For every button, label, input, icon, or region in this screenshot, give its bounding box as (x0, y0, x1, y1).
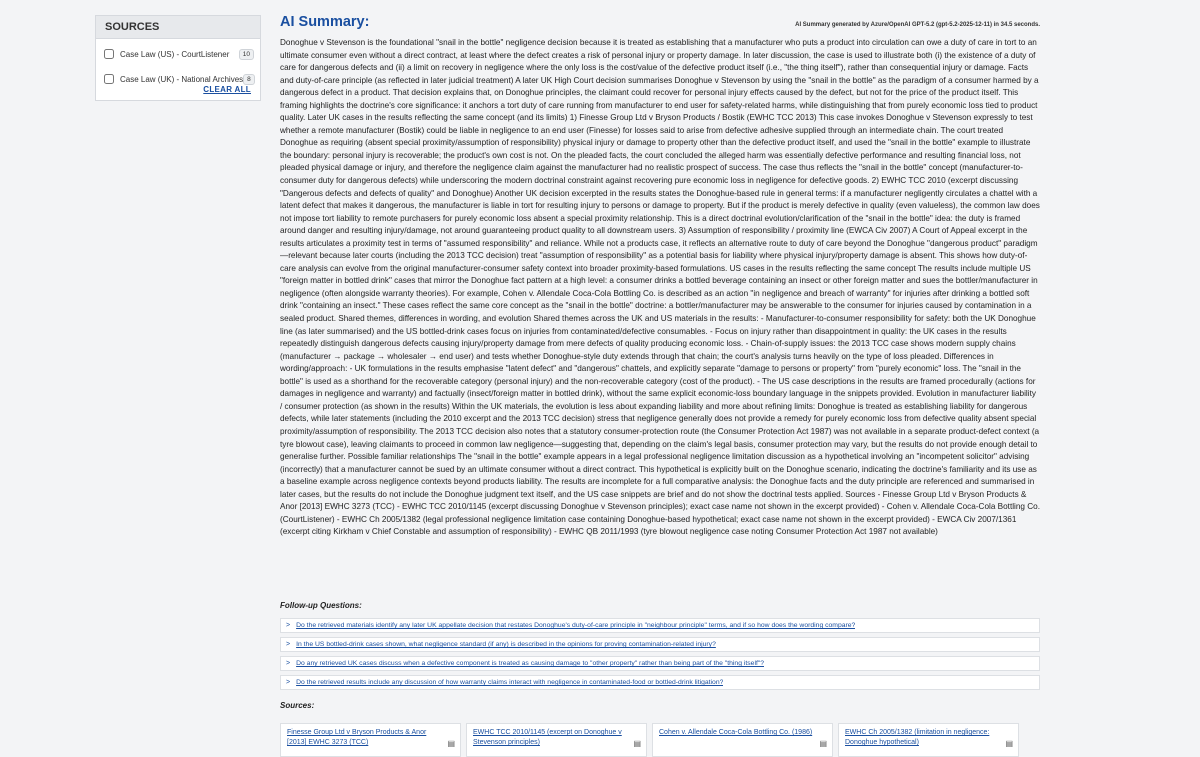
sources-panel-header: SOURCES (96, 16, 260, 39)
source-label-us: Case Law (US) - CourtListener (120, 49, 230, 59)
open-document-icon[interactable]: ▤ (633, 739, 641, 748)
followup-question[interactable] (280, 656, 1040, 671)
source-card-title[interactable]: EWHC Ch 2005/1382 (limitation in negligence: Donoghue hypothetical) (845, 729, 990, 746)
open-document-icon[interactable]: ▤ (819, 739, 827, 748)
followups-title: Follow-up Questions: (280, 601, 362, 610)
sources-panel (95, 15, 261, 101)
source-count-us: 10 (239, 49, 254, 60)
source-card-title[interactable]: EWHC TCC 2010/1145 (excerpt on Donoghue v Stevenson principles) (473, 729, 622, 746)
followup-question-text[interactable]: Do any retrieved UK cases discuss when a defective component is treated as causing damage to "other property" rather than being part of the "thing itself"? (296, 660, 765, 667)
chevron-right-icon: > (286, 660, 291, 667)
source-cards (280, 723, 1040, 757)
source-filter-us[interactable] (96, 44, 260, 64)
open-document-icon[interactable]: ▤ (1005, 739, 1013, 748)
chevron-right-icon: > (286, 641, 291, 648)
followup-question-text[interactable]: In the US bottled-drink cases shown, what negligence standard (if any) is described in the opinions for proving contamination-related injury? (296, 641, 716, 648)
model-note: AI Summary generated by Azure/OpenAI GPT-5.2 (gpt-5.2-2025-12-11) in 34.5 seconds. (795, 22, 1040, 28)
summary-body: Donoghue v Stevenson is the foundational "snail in the bottle" negligence decision because it is treated as establishing that a manufacturer who puts a product into circulation can owe a duty of care in tort to an ultimate consumer even without a direct contract, at least where the defect creates a risk of personal injury or property damage. In later discussion, the case is used to illustrate both (i) the existence of a duty of care for dangerous defects and (ii) a limit on recovery in negligence where the only loss is the cost/value of the defective product itself (i.e., "the thing itself"), rather than consequential injury or damage. Facts and duty-of-care principle (as reflected in later judicial treatment) A later UK High Court decision summarises Donoghue v Stevenson by using the "snail in the bottle" as the paradigm of a consumer harmed by a dangerous defect in a product. That decision explains that, on Donoghue principles, the claimant could recover for personal injury effects caused by the defect, but not for the price of the product itself. This framing highlights the doctrine's core significance: it anchors a tort duty of care running from manufacturer to end user for safety-related harms, while distinguishing that from purely economic loss tied to product quality. Later UK cases in the results reflecting the same concept (and its limits) 1) Finesse Group Ltd v Bryson Products / Bostik (EWHC TCC 2013) This case invokes Donoghue v Stevenson expressly to test whether a remote manufacturer (Bostik) could be liable in negligence to an end user (Finesse) for losses said to arise from defective adhesive supplied through an intermediate chain. The court treated Donoghue as requiring (absent special proximity/assumption of responsibility) physical injury or damage to property other than the defective product itself, and used the "snail in the bottle" example to illustrate the boundary: personal injury is recoverable; the product's own cost is not. On the pleaded facts, the court concluded the alleged harm was essentially defective performance and resulting financial loss, not pleaded physical damage or injury, and therefore the negligence claim against the manufacturer had no realistic prospect of success. The case thus reflects the "snail in the bottle" concept (manufacturer-to-consumer duty for dangerous defects) while underscoring the modern doctrinal constraint against recovering pure economic loss in negligence for defective goods. 2) EWHC TCC 2010 (excerpt discussing "Dangerous defects and defects of quality" and Donoghue) Another UK decision excerpted in the results states the Donoghue-based rule in general terms: if a manufacturer negligently circulates a chattel with a latent defect that makes it dangerous, the manufacturer is liable in tort for resulting injury to persons or damage to property. But if the product is merely defective in quality (even valueless), the common law does not impose tort liability to remote purchasers for purely economic loss absent a special proximity relationship. This is a direct doctrinal evolution/clarification of the "snail in the bottle" idea: the duty is framed around danger and resulting injury/damage, not around guaranteeing product quality to all downstream users. 3) Assumption of responsibility / proximity line (EWCA Civ 2007) A Court of Appeal excerpt in the results articulates a proximity test in terms of "assumed responsibility" and reliance. While not a products case, it reflects an alternative route to duty of care beyond the Donoghue "dangerous product" paradigm—relevant because later courts (including the 2013 TCC decision) treat "assumption of responsibility" as a potential basis for liability where physical injury/property damage is absent. This shows how duty-of-care analysis can evolve from the original manufacturer-consumer safety context into broader proximity-based formulations. US cases in the results reflecting the same concept The results include multiple US "foreign matter in bottled drink" cases that mirror the Donoghue fact pattern at a high level: a consumer drinks a bottled beverage containing an insect or other foreign matter and sues the bottler/manufacturer in negligence (often alongside warranty theories). For example, Cohen v. Allendale Coca-Cola Bottling Co. is described as an action "in negligence and breach of warranty" for injuries after drinking a bottled soft drink "containing an insect." These cases reflect the same core concept as the "snail in the bottle" doctrine: a bottler/manufacturer may be answerable to the consumer for injuries caused by contamination in a sealed product. Shared themes, differences in wording, and evolution Shared themes across the UK and US materials in the results: - Manufacturer-to-consumer responsibility for safety: both the UK Donoghue line (as later summarised) and the US bottled-drink cases focus on injuries from contaminated/defective consumables. - Focus on injury rather than disappointment in quality: the UK cases in the results repeatedly distinguish dangerous defects causing injury/property damage from mere defects of quality producing economic loss. - Chain-of-supply issues: the 2013 TCC case shows modern supply chains (manufacturer → package → wholesaler → end user) and tests whether Donoghue-style duty extends through that chain; the court's analysis turns heavily on the type of loss pleaded. Differences in wording/approach: - UK formulations in the results emphasise "latent defect" and "dangerous" chattels, and explicitly separate "damage to persons or property" from "purely economic" loss. The "snail in the bottle" is used as a shorthand for the recoverable category (personal injury) and the non-recoverable category (cost of the product). - The US case descriptions in the results are framed procedurally (actions for damages in negligence and warranty) and factually (insect/foreign matter in bottled drink), without the same explicit economic-loss boundary language in the snippets provided. Evolution in manufacturer liability / consumer protection (as shown in the results) Within the UK materials, the evolution is less about expanding liability and more about refining limits: Donoghue is treated as establishing liability for dangerous defects, while later statements (including the 2010 excerpt and the 2013 TCC decision) stress that negligence generally does not provide a remedy for purely economic loss from defective quality absent special proximity/assumption of responsibility. The 2013 TCC decision also notes that a statutory consumer-protection route (the Consumer Protection Act 1987) was not available in a separate product-defect context (a tyre blowout case), leaving claimants to proceed in common law negligence—suggesting that, depending on the claim's legal basis, consumer protection may vary, but the results do not provide enough detail to generalise further. Possible familiar relationships The "snail in the bottle" example appears in a legal professional negligence limitation discussion as a hypothetical involving an "incompetent solicitor" advising (incorrectly) that a manufacturer cannot be sued by an ultimate consumer without a direct contract. This hypothetical is explicitly built on the Donoghue scenario, indicating the doctrine's familiarity and its use as a baseline example across negligence contexts beyond products liability. The results are incomplete for a full comparative analysis: the Donoghue facts and the duty principle are referenced and summarised in later cases, but the results do not include the Donoghue judgment text itself, and the US case snippets are brief and do not show the doctrinal tests applied. Sources - Finesse Group Ltd v Bryson Products & Anor [2013] EWHC 3273 (TCC) - EWHC TCC 2010/1145 (excerpt discussing Donoghue v Stevenson principles); exact case name not shown in the excerpt provided) - Cohen v. Allendale Coca-Cola Bottling Co. (CourtListener) - EWHC Ch 2005/1382 (legal professional negligence limitation case containing Donoghue-based hypothetical; exact case name not shown in the excerpt provided) - EWCA Civ 2007/1361 (excerpt citing Kirkham v Chief Constable and assumption of responsibility) - EWHC QB 2011/1993 (tyre blowout negligence case noting Consumer Protection Act 1987 not available) (280, 38, 1040, 537)
summary-header (280, 14, 1040, 36)
followup-question[interactable] (280, 618, 1040, 633)
summary-area (280, 14, 1040, 757)
followup-question[interactable] (280, 675, 1040, 690)
source-card-title[interactable]: Cohen v. Allendale Coca-Cola Bottling Co. (1986) (659, 729, 813, 736)
followup-question-text[interactable]: Do the retrieved materials identify any later UK appellate decision that restates Donoghue's duty-of-care principle in "neighbour principle" terms, and if so how does the wording compare? (296, 622, 856, 629)
source-card[interactable] (466, 723, 647, 757)
followup-question-text[interactable]: Do the retrieved results include any discussion of how warranty claims interact with negligence in contaminated-food or bottled-drink litigation? (296, 679, 724, 686)
chevron-right-icon: > (286, 679, 291, 686)
source-card[interactable] (280, 723, 461, 757)
clear-all-link[interactable]: CLEAR ALL (203, 85, 251, 94)
source-checkbox-uk[interactable] (104, 74, 114, 84)
source-card[interactable] (838, 723, 1019, 757)
sources-title: Sources: (280, 701, 315, 710)
followup-question[interactable] (280, 637, 1040, 652)
source-card[interactable] (652, 723, 833, 757)
source-label-uk: Case Law (UK) - National Archives (120, 74, 244, 84)
chevron-right-icon: > (286, 622, 291, 629)
source-checkbox-us[interactable] (104, 49, 114, 59)
source-count-uk: 8 (243, 74, 255, 85)
summary-title: AI Summary: (280, 14, 370, 30)
source-card-title[interactable]: Finesse Group Ltd v Bryson Products & Anor [2013] EWHC 3273 (TCC) (287, 729, 427, 746)
open-document-icon[interactable]: ▤ (447, 739, 455, 748)
